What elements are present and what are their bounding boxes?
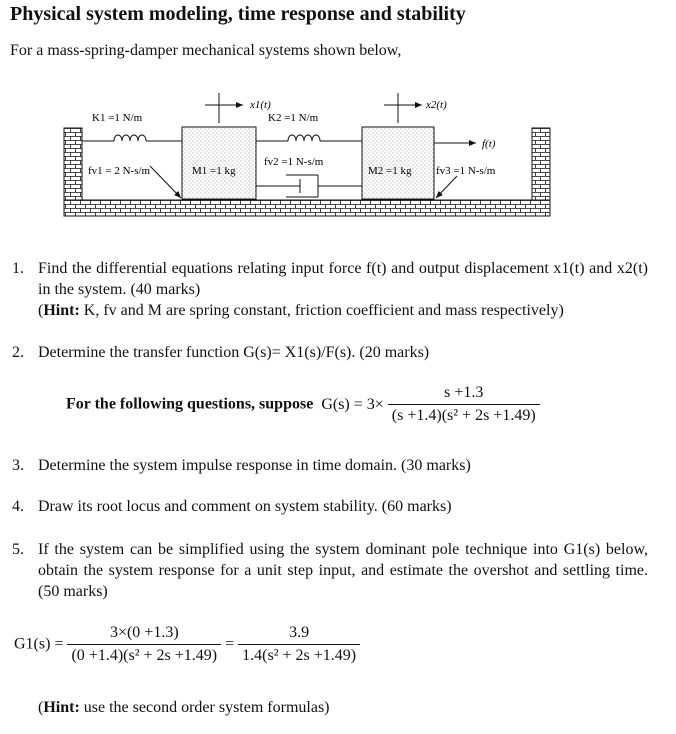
mass-m2	[362, 127, 434, 199]
question-5-number: 5.	[12, 541, 24, 558]
suppose-text: For the following questions, suppose	[66, 395, 314, 413]
x1-reference-arrow	[205, 93, 243, 123]
question-1-text: Find the differential equations relating input force f(t) and output displacement x1(t) and x2(t) in the system. (40 marks)	[38, 260, 648, 298]
final-hint: (Hint: use the second order system formulas)	[38, 699, 330, 716]
g-denominator: (s +1.4)(s² + 2s +1.49)	[391, 407, 536, 424]
intro-text: For a mass-spring-damper mechanical systems shown below,	[10, 42, 402, 59]
right-wall	[532, 128, 550, 200]
g1-numerator-1: 3×(0 +1.3)	[67, 624, 221, 645]
final-hint-text: use the second order system formulas)	[83, 699, 330, 716]
question-2-number: 2.	[12, 344, 24, 361]
g-lhs: G(s) = 3×	[321, 395, 384, 413]
dashpot-fv2	[256, 175, 362, 197]
question-1-hint: (Hint: K, fv and M are spring constant, friction coefficient and mass respectively)	[38, 302, 564, 319]
spring-k2	[256, 135, 362, 141]
g1-denominator-2: 1.4(s² + 2s +1.49)	[242, 647, 357, 664]
label-m2: M2 =1 kg	[368, 165, 412, 177]
label-force: f(t)	[482, 138, 496, 150]
page-title: Physical system modeling, time response and stability	[10, 3, 466, 25]
label-fv3: fv3 =1 N-s/m	[436, 165, 496, 177]
left-wall	[64, 128, 82, 200]
label-fv2: fv2 =1 N-s/m	[264, 156, 324, 168]
mass-spring-damper-diagram	[0, 85, 676, 235]
mass-m1	[182, 127, 256, 199]
friction-fv1-arrow	[150, 166, 181, 198]
g1-equals: =	[225, 635, 235, 653]
g-numerator: s +1.3	[388, 384, 540, 405]
label-k1: K1 =1 N/m	[92, 112, 143, 124]
hint-label: Hint:	[43, 302, 80, 319]
g-fraction	[388, 384, 540, 425]
friction-fv3-arrow	[436, 176, 457, 198]
g1-lhs: G1(s) =	[14, 635, 64, 653]
final-hint-label: Hint:	[43, 699, 80, 716]
question-2-text: Determine the transfer function G(s)= X1(s)/F(s). (20 marks)	[38, 344, 430, 361]
g1-fraction-2	[238, 624, 360, 665]
hint-text: K, fv and M are spring constant, friction coefficient and mass respectively)	[83, 302, 564, 319]
x2-reference-arrow	[384, 93, 422, 123]
label-x1: x1(t)	[250, 99, 271, 111]
label-x2: x2(t)	[426, 99, 447, 111]
g1-equation	[14, 624, 360, 665]
g1-denominator-1: (0 +1.4)(s² + 2s +1.49)	[71, 647, 218, 664]
spring-k1	[82, 135, 182, 141]
question-5-text: If the system can be simplified using the system dominant pole technique into G1(s) below, obtain the system response for a unit step input, and estimate the overshot and settling time. (50 marks)	[38, 541, 648, 600]
question-3-text: Determine the system impulse response in time domain. (30 marks)	[38, 457, 471, 474]
question-4-text: Draw its root locus and comment on system stability. (60 marks)	[38, 498, 452, 515]
g1-fraction-1	[67, 624, 221, 665]
question-1-number: 1.	[12, 260, 24, 277]
label-m1: M1 =1 kg	[192, 165, 236, 177]
question-3-number: 3.	[12, 457, 24, 474]
transfer-function-statement	[66, 384, 540, 425]
question-4-number: 4.	[12, 498, 24, 515]
label-k2: K2 =1 N/m	[268, 112, 319, 124]
ground	[64, 200, 550, 216]
g1-numerator-2: 3.9	[238, 624, 360, 645]
label-fv1: fv1 = 2 N-s/m	[88, 165, 151, 177]
